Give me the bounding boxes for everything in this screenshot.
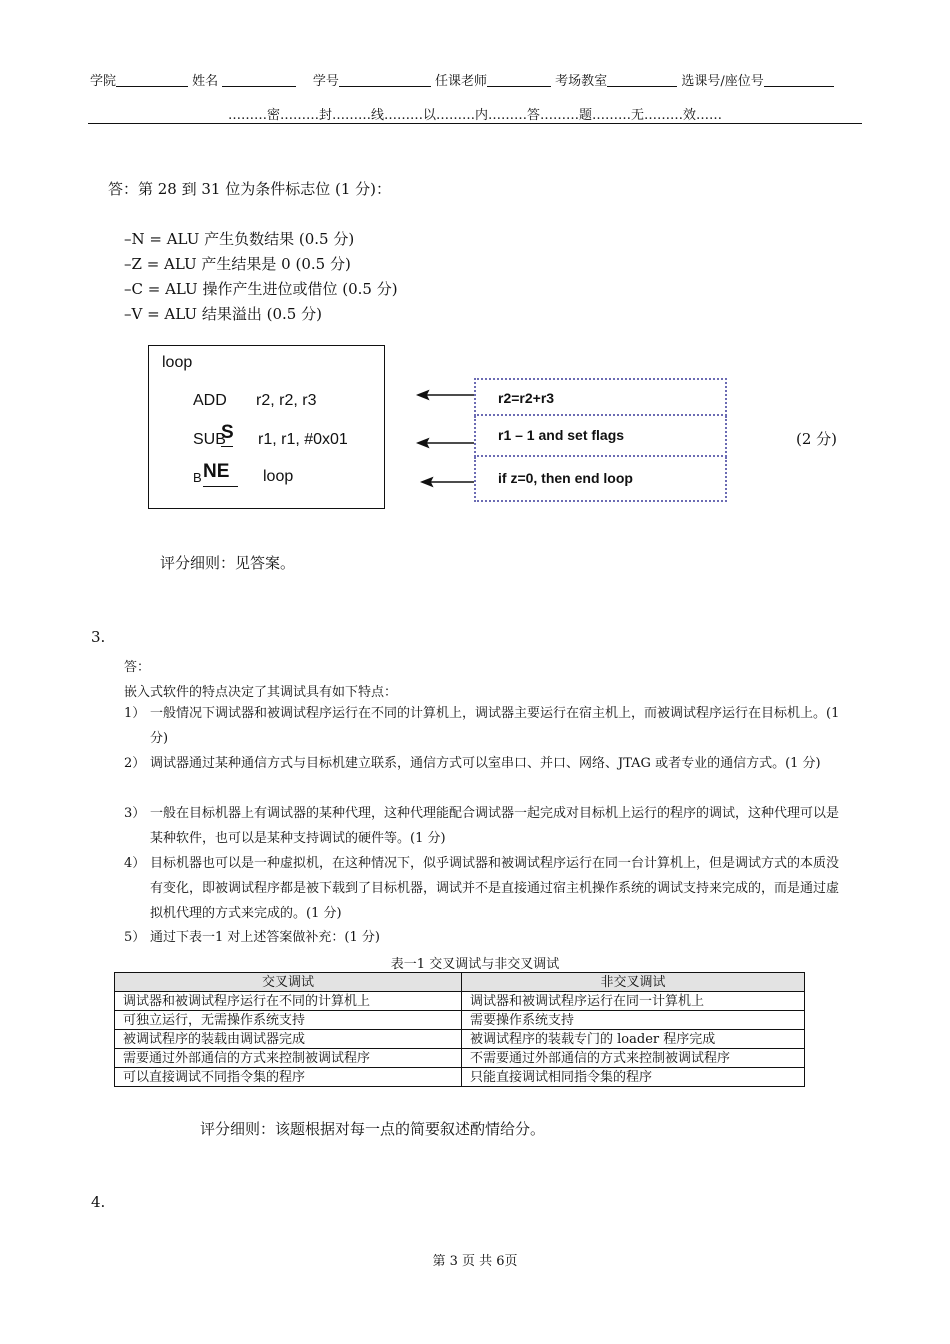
code-b-args: loop bbox=[263, 468, 294, 485]
seal-line: ………密………封………线………以………内………答………题………无………效…… bbox=[227, 108, 722, 123]
q4-number: 4. bbox=[91, 1193, 106, 1211]
room-blank bbox=[607, 74, 677, 87]
arrow-head-3 bbox=[422, 478, 432, 486]
q2-score: (2 分) bbox=[796, 430, 838, 448]
table-cell: 只能直接调试相同指令集的程序 bbox=[462, 1068, 805, 1087]
item-number: 3） bbox=[124, 806, 146, 821]
table-cell: 可独立运行，无需操作系统支持 bbox=[115, 1011, 462, 1030]
flag-z: –Z = ALU 产生结果是 0 (0.5 分) bbox=[124, 255, 351, 273]
table-row bbox=[115, 1049, 805, 1068]
name-label: 姓名 bbox=[192, 74, 219, 89]
comparison-table bbox=[114, 972, 805, 1087]
b-suffix-underline bbox=[203, 486, 238, 487]
item-text: 调试器通过某种通信方式与目标机建立联系，通信方式可以室串口、并口、网络、JTAG 或者专业的通信方式。(1 分) bbox=[150, 756, 821, 771]
q3-answer-label: 答： bbox=[124, 660, 151, 675]
item-text: 一般在目标机器上有调试器的某种代理，这种代理能配合调试器一起完成对目标机上运行的程序的调试，这种代理可以是某种软件，也可以是某种支持调试的硬件等。(1 分) bbox=[150, 806, 840, 846]
arrow-head-1 bbox=[418, 391, 428, 399]
table-cell: 被调试程序的装载由调试器完成 bbox=[115, 1030, 462, 1049]
teacher-label: 任课老师 bbox=[435, 74, 488, 89]
item-text: 一般情况下调试器和被调试程序运行在不同的计算机上，调试器主要运行在宿主机上，而被调试程序运行在目标机上。(1 分) bbox=[150, 706, 840, 746]
note-subs: r1 – 1 and set flags bbox=[474, 416, 727, 457]
q3-number: 3. bbox=[91, 628, 106, 646]
code-add-op: ADD bbox=[193, 392, 227, 409]
exam-header-fields bbox=[90, 70, 834, 89]
room-label: 考场教室 bbox=[555, 74, 608, 89]
code-sub-op: SUB bbox=[193, 431, 226, 448]
student-id-blank bbox=[339, 74, 431, 87]
item-number: 2） bbox=[124, 756, 146, 771]
seat-blank bbox=[764, 74, 834, 87]
q2-answer-line: 答：第 28 到 31 位为条件标志位 (1 分)： bbox=[108, 180, 392, 198]
item-text: 通过下表一1 对上述答案做补充：(1 分) bbox=[150, 930, 380, 945]
page-number: 第 3 页 共 6页 bbox=[432, 1254, 518, 1269]
student-id-label: 学号 bbox=[312, 74, 339, 89]
q3-detail: 评分细则：该题根据对每一点的简要叙述酌情给分。 bbox=[200, 1120, 546, 1138]
note-bne: if z=0, then end loop bbox=[474, 457, 727, 502]
code-sub-args: r1, r1, #0x01 bbox=[258, 431, 348, 448]
header-non-cross-debug: 非交叉调试 bbox=[462, 973, 805, 992]
arrow-head-2 bbox=[418, 439, 428, 447]
code-add-args: r2, r2, r3 bbox=[256, 392, 317, 409]
table-cell: 可以直接调试不同指令集的程序 bbox=[115, 1068, 462, 1087]
table-cell: 需要操作系统支持 bbox=[462, 1011, 805, 1030]
q3-intro: 嵌入式软件的特点决定了其调试具有如下特点： bbox=[124, 685, 398, 700]
code-label-loop: loop bbox=[162, 354, 193, 371]
code-b-op: B bbox=[193, 470, 202, 485]
table-row bbox=[115, 1030, 805, 1049]
code-sub-suffix: S bbox=[221, 422, 234, 443]
header-rule bbox=[88, 123, 862, 124]
table-cell: 调试器和被调试程序运行在不同的计算机上 bbox=[115, 992, 462, 1011]
code-b-suffix: NE bbox=[203, 461, 230, 482]
table-row bbox=[115, 992, 805, 1011]
header-cross-debug: 交叉调试 bbox=[115, 973, 462, 992]
item-number: 5） bbox=[124, 930, 146, 945]
table-row bbox=[115, 1011, 805, 1030]
name-blank bbox=[222, 74, 296, 87]
flag-v: –V = ALU 结果溢出 (0.5 分) bbox=[124, 305, 322, 323]
college-label: 学院 bbox=[90, 74, 117, 89]
table-caption: 表一1 交叉调试与非交叉调试 bbox=[390, 957, 560, 972]
table-cell: 调试器和被调试程序运行在同一计算机上 bbox=[462, 992, 805, 1011]
arrows-group bbox=[410, 385, 480, 495]
q2-detail: 评分细则：见答案。 bbox=[160, 554, 296, 572]
table-cell: 被调试程序的装载专门的 loader 程序完成 bbox=[462, 1030, 805, 1049]
item-text: 目标机器也可以是一种虚拟机，在这种情况下，似乎调试器和被调试程序运行在同一台计算机上，但是调试方式的本质没有变化，即被调试程序都是被下载到了目标机器，调试并不是直接通过宿主机操作系统的调试支持来完成的，而是通过虚拟机代理的方式来完成的。(1 分) bbox=[150, 856, 840, 921]
flag-c: –C = ALU 操作产生进位或借位 (0.5 分) bbox=[124, 280, 398, 298]
table-cell: 不需要通过外部通信的方式来控制被调试程序 bbox=[462, 1049, 805, 1068]
table-header-row bbox=[115, 973, 805, 992]
flag-n: –N = ALU 产生负数结果 (0.5 分) bbox=[124, 230, 355, 248]
item-number: 1） bbox=[124, 706, 146, 721]
teacher-blank bbox=[487, 74, 551, 87]
sub-suffix-underline bbox=[221, 446, 233, 447]
item-number: 4） bbox=[124, 856, 146, 871]
table-row bbox=[115, 1068, 805, 1087]
college-blank bbox=[116, 74, 188, 87]
table-cell: 需要通过外部通信的方式来控制被调试程序 bbox=[115, 1049, 462, 1068]
seat-label: 选课号/座位号 bbox=[681, 74, 764, 89]
note-add: r2=r2+r3 bbox=[474, 378, 727, 416]
